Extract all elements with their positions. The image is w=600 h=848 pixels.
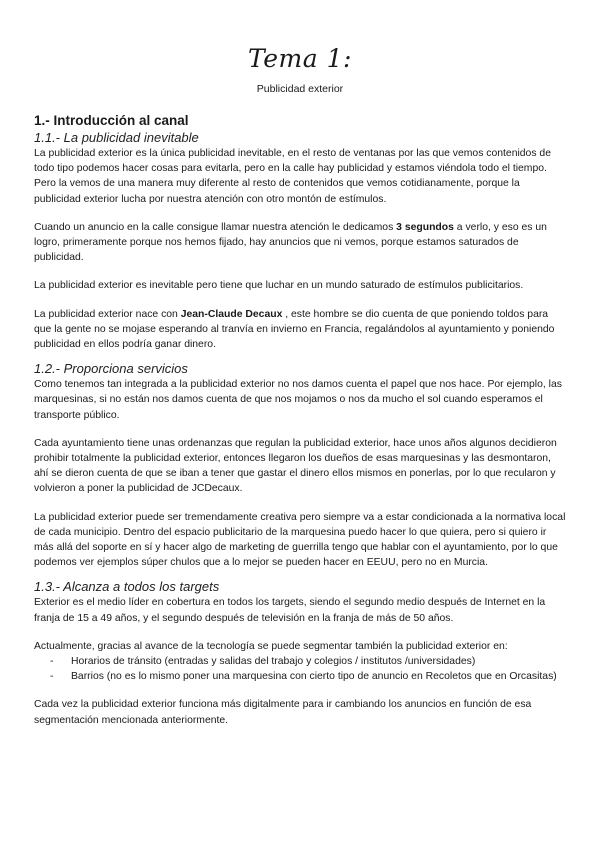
paragraph: Cada vez la publicidad exterior funciona más digitalmente para ir cambiando los anuncios en función de esa segmentación mencionada anteriormente. (34, 699, 532, 726)
dash-bullet: - (50, 656, 54, 668)
paragraph: La publicidad exterior es inevitable pero tiene que luchar en un mundo saturado de estímulos publicitarios. (34, 280, 524, 292)
paragraph: Exterior es el medio líder en cobertura en todos los targets, siendo el segundo medio después de Internet en la franja de 15 a 49 años, y el segundo después de televisión en la franja de más de 50 años. (34, 597, 546, 624)
paragraph: Cada ayuntamiento tiene unas ordenanzas que regulan la publicidad exterior, hace unos años algunos decidieron prohibir totalmente la publicidad exterior, entonces llegaron los dueños de esas marquesinas y las desmontaron, ahí se dieron cuenta de que se iban a tener que gastar el dinero ellos mismos en ponerlas, por lo que recularon y volvieron a poner la publicidad de JCDecaux. (34, 437, 557, 495)
emphasis: 3 segundos (396, 221, 454, 233)
paragraph: Cuando un anuncio en la calle consigue llamar nuestra atención le dedicamos 3 segundos a verlo, y eso es un logro, primeramente porque nos hemos fijado, hay anuncios que ni vemos, porque estamos saturados de publicidad. (34, 221, 547, 264)
dash-bullet: - (50, 671, 54, 683)
list-item: - Horarios de tránsito (entradas y salidas del trabajo y colegios / institutos /universidades) (34, 654, 566, 669)
paragraph: La publicidad exterior nace con Jean-Claude Decaux , este hombre se dio cuenta de que poniendo toldos para que la gente no se mojase esperando al tranvía en invierno en Francia, regalándolos al ayuntamiento y poniendo publicidad en ellos podría ganar dinero. (34, 308, 555, 351)
document-subtitle: Publicidad exterior (256, 83, 344, 95)
emphasis: Jean-Claude Decaux (180, 308, 283, 320)
paragraph: Como tenemos tan integrada a la publicidad exterior no nos damos cuenta el papel que nos hace. Por ejemplo, las marquesinas, si no están nos damos cuenta de que nos mojamos o nos da mucho el sol cuando esperamos el transporte público. (34, 379, 562, 421)
list-item: - Barrios (no es lo mismo poner una marquesina con cierto tipo de anuncio en Recoletos que en Orcasitas) (34, 669, 566, 684)
paragraph: La publicidad exterior es la única publicidad inevitable, en el resto de ventanas por las que vemos contenidos de todo tipo podemos hacer cosas para evitarla, pero en la calle hay publicidad y estamos viéndola todo el tiempo. Pero la vemos de una manera muy diferente al resto de contenidos que vemos cotidianamente, porque la publicidad exterior lucha por nuestra atención con otro montón de estímulos. (34, 148, 551, 205)
paragraph: Actualmente, gracias al avance de la tecnología se puede segmentar también la publicidad exterior en: (34, 640, 508, 652)
subsection-heading-1-1: 1.1.- La publicidad inevitable (34, 130, 199, 145)
subsection-heading-1-3: 1.3.- Alcanza a todos los targets (34, 579, 220, 595)
bullet-list (34, 654, 566, 684)
section-heading: 1.- Introducción al canal (34, 113, 189, 128)
paragraph: La publicidad exterior puede ser tremendamente creativa pero siempre va a estar condicionada a la normativa local de cada municipio. Dentro del espacio publicitario de la marquesina puedo hacer lo que quiera, pero si quiero ir más allá del soporte en sí y hacer algo de marketing de guerrilla tengo que hablar con el ayuntamiento, por lo que podemos ver ejemplos súper chulos que a lo mejor se pueden hacer en EEUU, pero no en Murcia. (34, 511, 566, 569)
subsection-heading-1-2: 1.2.- Proporciona servicios (34, 361, 188, 377)
document-title: Tema 1: (248, 44, 352, 73)
